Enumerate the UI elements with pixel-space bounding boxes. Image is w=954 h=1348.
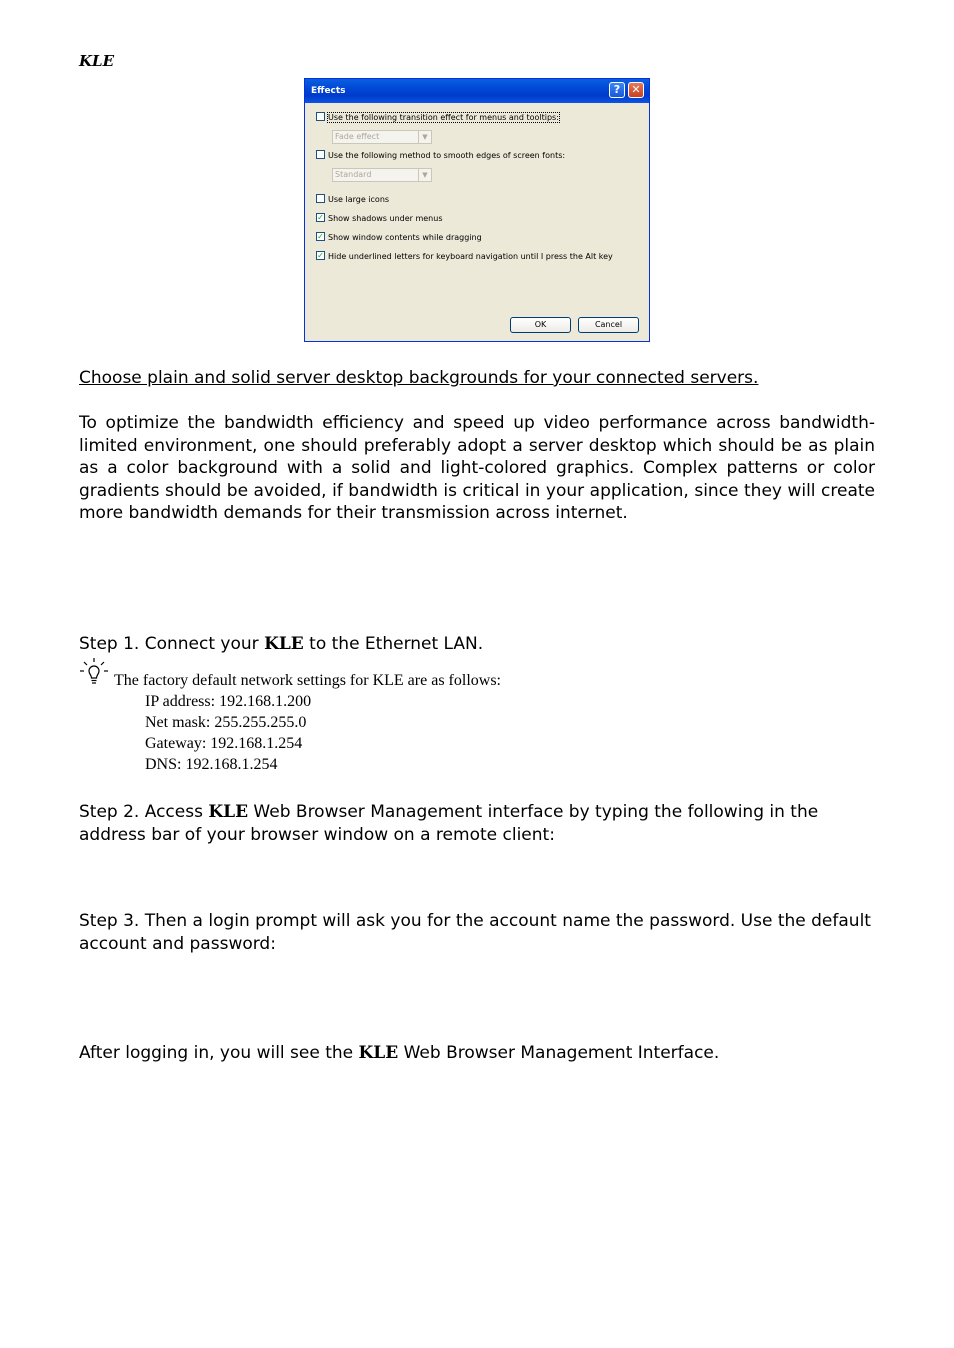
kle-brand: KLE xyxy=(358,1043,399,1063)
page-header-kle: KLE xyxy=(79,52,115,70)
step-1-text: Step 1. Connect your xyxy=(79,634,265,654)
section-heading: Choose plain and solid server desktop backgrounds for your connected servers. xyxy=(79,368,759,388)
checkbox-hide-underlines[interactable]: ✓ xyxy=(317,251,324,260)
option-menu-shadows[interactable] xyxy=(316,214,443,223)
close-button[interactable]: ✕ xyxy=(628,82,644,98)
option-label: Show window contents while dragging xyxy=(328,233,482,242)
chevron-down-icon: ▼ xyxy=(418,169,431,181)
option-label: Use large icons xyxy=(328,195,390,204)
checkbox-large-icons[interactable] xyxy=(316,194,325,203)
smoothing-method-select[interactable] xyxy=(332,168,432,182)
kle-brand: KLE xyxy=(264,634,304,654)
option-label: Use the following transition effect for menus and tooltips: xyxy=(328,113,559,122)
default-dns: DNS: 192.168.1.254 xyxy=(145,756,278,773)
step-3: Step 3. Then a login prompt will ask you for the account name the password. Use the default account and password: xyxy=(79,911,871,954)
dialog-title: Effects xyxy=(311,86,346,96)
option-window-contents[interactable] xyxy=(316,233,482,242)
section-paragraph: To optimize the bandwidth efficiency and speed up video performance across bandwidth-limited environment, one should preferably adopt a server desktop which should be as plain as a color background with a solid and light-colored graphics. Complex patterns or color gradients should be avoided, if bandwidth is critical in your application, since they will create more bandwidth demands for their transmission across internet. xyxy=(79,413,875,523)
step-1-text-end: to the Ethernet LAN. xyxy=(303,634,484,654)
step-2-text: Step 2. Access xyxy=(79,802,209,822)
chevron-down-icon: ▼ xyxy=(418,131,431,143)
option-hide-underlines[interactable] xyxy=(316,252,613,261)
option-label: Hide underlined letters for keyboard navigation until I press the Alt key xyxy=(328,252,613,261)
default-ip: IP address: 192.168.1.200 xyxy=(145,693,312,710)
checkbox-menu-shadows[interactable]: ✓ xyxy=(317,213,324,222)
step-2-text-end: Web Browser Management interface by typing the following in the address bar of your browser window on a remote client: xyxy=(79,802,819,845)
select-value: Standard xyxy=(335,170,372,179)
option-transition-effect[interactable] xyxy=(316,113,559,122)
option-label: Show shadows under menus xyxy=(328,214,443,223)
default-netmask: Net mask: 255.255.255.0 xyxy=(145,714,307,731)
after-login xyxy=(79,1042,875,1065)
ok-button[interactable]: OK xyxy=(510,317,571,333)
lightbulb-icon xyxy=(79,657,111,689)
effects-dialog xyxy=(304,78,650,342)
after-login-text: After logging in, you will see the xyxy=(79,1043,359,1063)
option-label: Use the following method to smooth edges of screen fonts: xyxy=(328,151,566,160)
checkbox-transition-effect[interactable] xyxy=(316,112,325,121)
cancel-button[interactable]: Cancel xyxy=(578,317,639,333)
kle-brand: KLE xyxy=(208,802,249,822)
checkbox-smooth-edges[interactable] xyxy=(316,150,325,159)
default-gateway: Gateway: 192.168.1.254 xyxy=(145,735,303,752)
option-large-icons[interactable] xyxy=(316,195,389,204)
dialog-titlebar xyxy=(305,79,649,103)
after-login-text-end: Web Browser Management Interface. xyxy=(398,1043,720,1063)
option-smooth-edges[interactable] xyxy=(316,151,565,160)
transition-effect-select[interactable] xyxy=(332,130,432,144)
help-button[interactable]: ? xyxy=(609,82,625,98)
step-2 xyxy=(79,801,875,846)
checkbox-window-contents[interactable]: ✓ xyxy=(317,232,324,241)
step-1 xyxy=(79,633,875,656)
select-value: Fade effect xyxy=(335,132,380,141)
default-settings-note: The factory default network settings for KLE are as follows: xyxy=(114,672,501,689)
